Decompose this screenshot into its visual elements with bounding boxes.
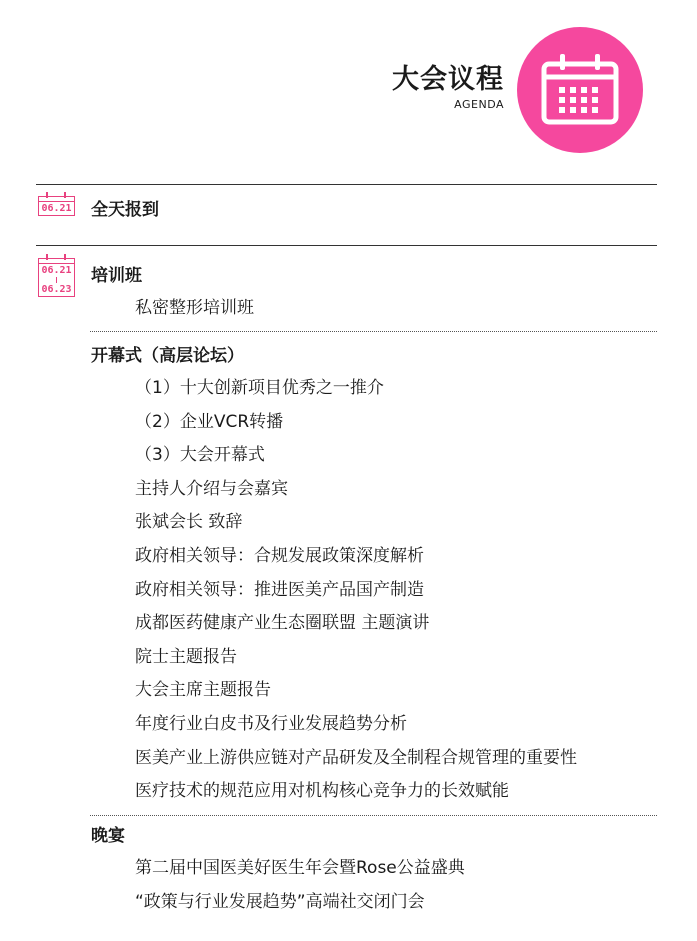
agenda-item: （2）企业VCR转播 xyxy=(135,411,284,432)
section-title-opening: 开幕式（高层论坛） xyxy=(91,346,244,366)
section-divider xyxy=(36,245,657,246)
agenda-list-training xyxy=(135,292,254,326)
section-divider xyxy=(36,184,657,185)
date-badge-checkin xyxy=(38,196,75,216)
date-label: 06.21 xyxy=(41,265,72,276)
agenda-item: 年度行业白皮书及行业发展趋势分析 xyxy=(135,713,407,734)
agenda-item: 张斌会长 致辞 xyxy=(135,512,243,533)
agenda-item: 主持人介绍与会嘉宾 xyxy=(135,478,288,499)
agenda-item: 私密整形培训班 xyxy=(135,298,254,318)
calendar-icon xyxy=(517,27,643,153)
agenda-item: 政府相关领导：推进医美产品国产制造 xyxy=(135,579,424,600)
agenda-item: 医美产业上游供应链对产品研发及全制程合规管理的重要性 xyxy=(135,747,577,768)
agenda-item: 大会主席主题报告 xyxy=(135,680,271,701)
agenda-item: 成都医药健康产业生态圈联盟 主题演讲 xyxy=(135,613,430,634)
date-label: 06.23 xyxy=(41,284,72,295)
agenda-item: “政策与行业发展趋势”高端社交闭门会 xyxy=(135,891,425,912)
page-title: 大会议程 xyxy=(392,64,504,95)
section-title-training: 培训班 xyxy=(91,266,142,286)
agenda-header xyxy=(392,64,504,112)
page-subtitle: AGENDA xyxy=(454,98,504,111)
dotted-divider xyxy=(90,331,657,332)
agenda-item: 院士主题报告 xyxy=(135,646,237,667)
agenda-item: 第二届中国医美好医生年会暨Rose公益盛典 xyxy=(135,858,465,878)
agenda-item: 政府相关领导：合规发展政策深度解析 xyxy=(135,545,424,566)
dotted-divider xyxy=(90,815,657,816)
agenda-list-opening xyxy=(135,372,577,809)
section-title-checkin: 全天报到 xyxy=(91,200,159,220)
date-badge-training xyxy=(38,258,75,297)
date-label: 06.21 xyxy=(41,203,72,214)
agenda-item: （3）大会开幕式 xyxy=(135,445,265,466)
agenda-item: 医疗技术的规范应用对机构核心竞争力的长效赋能 xyxy=(135,781,509,802)
agenda-list-banquet xyxy=(135,852,465,919)
agenda-item: （1）十大创新项目优秀之一推介 xyxy=(135,378,384,398)
section-title-banquet: 晚宴 xyxy=(91,826,125,846)
